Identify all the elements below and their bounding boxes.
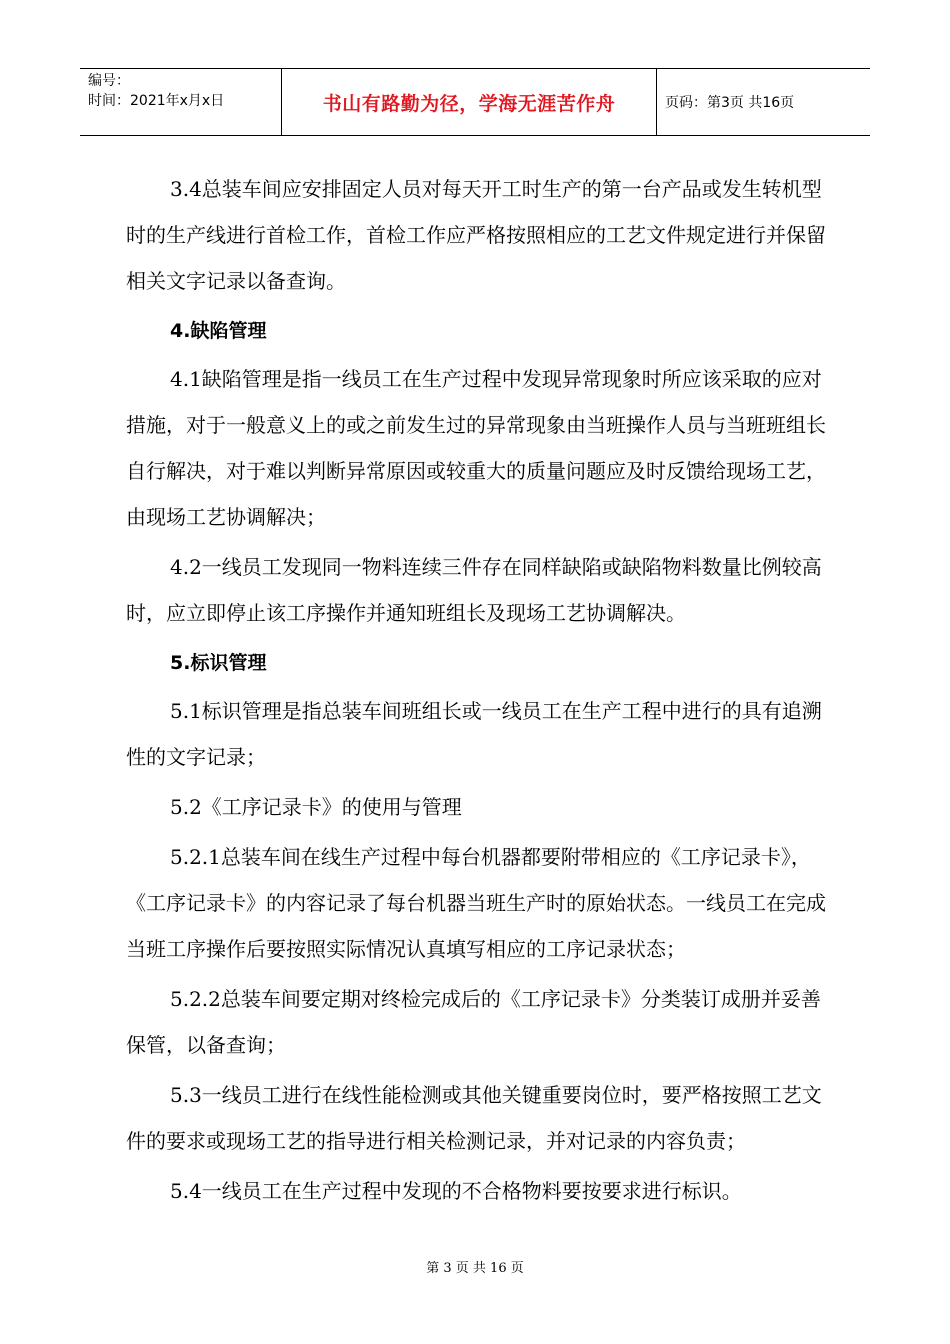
time-label: 时间：2021年x月x日 xyxy=(88,93,225,109)
motto-text: 书山有路勤为径，学海无涯苦作舟 xyxy=(322,92,616,115)
header-page-cell xyxy=(657,69,870,135)
paragraph-5-3: 5.3一线员工进行在线性能检测或其他关键重要岗位时，要严格按照工艺文件的要求或现场工艺的指导进行相关检测记录，并对记录的内容负责； xyxy=(126,1083,822,1153)
paragraph-4-1: 4.1缺陷管理是指一线员工在生产过程中发现异常现象时所应该采取的应对措施，对于一般意义上的或之前发生过的异常现象由当班操作人员与当班班组长自行解决，对于难以判断异常原因或较重大的质量问题应及时反馈给现场工艺，由现场工艺协调解决； xyxy=(126,367,826,529)
number-label: 编号： xyxy=(88,73,130,89)
page-label: 页码：第3页 共16页 xyxy=(665,95,795,111)
header-motto-cell xyxy=(282,69,657,135)
section-heading-5: 5.标识管理 xyxy=(170,652,267,674)
paragraph-5-2-2: 5.2.2总装车间要定期对终检完成后的《工序记录卡》分类装订成册并妥善保管，以备查询； xyxy=(126,987,821,1057)
header-meta xyxy=(80,69,282,135)
paragraph-3-4: 3.4总装车间应安排固定人员对每天开工时生产的第一台产品或发生转机型时的生产线进行首检工作，首检工作应严格按照相应的工艺文件规定进行并保留相关文字记录以备查询。 xyxy=(126,177,826,293)
page-header xyxy=(80,68,870,136)
paragraph-5-4: 5.4一线员工在生产过程中发现的不合格物料要按要求进行标识。 xyxy=(170,1179,742,1203)
paragraph-5-2-1: 5.2.1总装车间在线生产过程中每台机器都要附带相应的《工序记录卡》，《工序记录卡》的内容记录了每台机器当班生产时的原始状态。一线员工在完成当班工序操作后要按照实际情况认真填写相应的工序记录状态； xyxy=(126,845,826,961)
page-footer: 第 3 页 共 16 页 xyxy=(426,1261,524,1276)
document-body xyxy=(126,166,826,1214)
paragraph-5-2: 5.2《工序记录卡》的使用与管理 xyxy=(170,795,462,819)
paragraph-4-2: 4.2一线员工发现同一物料连续三件存在同样缺陷或缺陷物料数量比例较高时，应立即停止该工序操作并通知班组长及现场工艺协调解决。 xyxy=(126,555,822,625)
section-heading-4: 4.缺陷管理 xyxy=(170,320,267,342)
paragraph-5-1: 5.1标识管理是指总装车间班组长或一线员工在生产工程中进行的具有追溯性的文字记录； xyxy=(126,699,822,769)
